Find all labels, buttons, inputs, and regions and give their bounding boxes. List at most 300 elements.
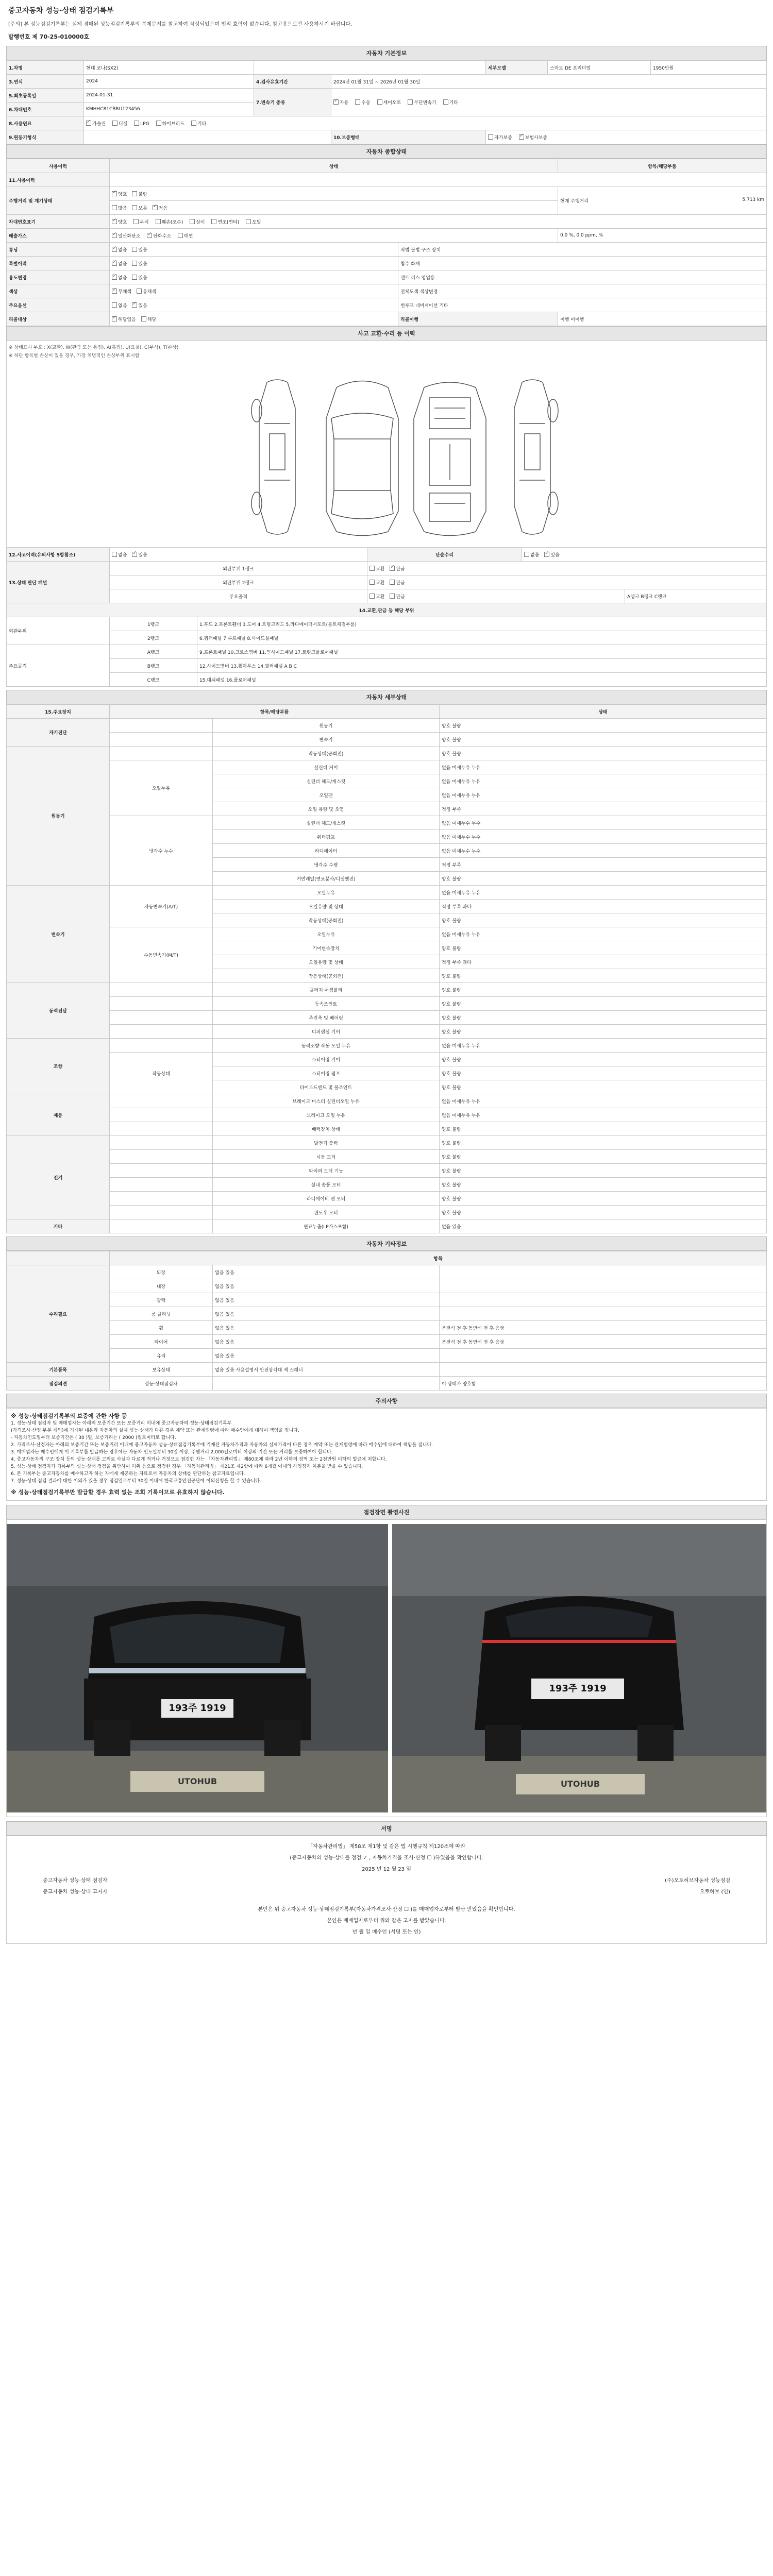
- warranty-label: 10.보증형태: [331, 130, 486, 144]
- other-state: 없음 있음: [213, 1321, 440, 1335]
- car-name-label: 1.차명: [7, 61, 84, 75]
- simple-repair-status: 없음✓ 있음: [522, 548, 767, 562]
- table-row: [7, 1265, 767, 1279]
- detail-subgroup-empty: [110, 983, 213, 997]
- color-status: ✓ 무채색 유채색: [110, 284, 398, 298]
- notice-text: [주의] 본 성능점검기록부는 실제 경매된 성능점검기록부의 복제문서를 참고하여 작성되었으며 법적 효력이 없습니다. 참고용으로만 사용하시기 바랍니다.: [8, 22, 352, 27]
- other-state: 없음 있음 사용설명서 안전삼각대 잭 스패너: [213, 1363, 440, 1377]
- cert-number: 발행번호 제 70-25-010000호: [8, 33, 90, 40]
- car-diagram-area: [6, 362, 767, 547]
- appraiser-row: [12, 1887, 761, 1898]
- emission-values: 0.0 %, 0.0 ppm, %: [558, 229, 767, 243]
- notes-line: 2. 가격조사·산정자는 아래의 보증기간 또는 보증거리 이내에 중고자동차 성능·상태점검기록부에 기재된 자동차가격과 자동차의 실제가격이 다른 경우 계약 또는 관계법령에 따라 매수인에 대하여 책임을 집니다.: [11, 1442, 433, 1448]
- detail-state: 양호 불량: [440, 1150, 767, 1164]
- detail-subgroup-empty: [110, 1206, 213, 1219]
- table-row: [7, 1321, 767, 1335]
- warranty-options: 자가보증 ✓ 보험사보증: [486, 130, 767, 144]
- detail-subgroup-empty: [110, 1150, 213, 1164]
- other-state: 없음 있음: [213, 1307, 440, 1321]
- other-extra: [440, 1349, 767, 1363]
- vin-marking-label: 차대번호표기: [7, 215, 110, 229]
- detail-state: 없음 미세누유 누유: [440, 1108, 767, 1122]
- sign-line1: 「자동차관리법」 제58조 제1항 및 같은 법 시행규칙 제120조에 따라: [308, 1843, 465, 1850]
- detail-item: 연료누출(LP가스포함): [213, 1219, 440, 1233]
- section-general-title: 자동차 종합상태: [6, 144, 767, 159]
- detail-item: 커먼레일(연료분사/디젤엔진): [213, 872, 440, 886]
- vin-label: 6.차대번호: [7, 103, 84, 116]
- detail-state: 없음 미세누유 누유: [440, 1039, 767, 1053]
- emission-status: ✓ 일산화탄소 ✓ 탄화수소 매연: [110, 229, 558, 243]
- table-row: [7, 1039, 767, 1053]
- detail-group: 자기진단: [7, 719, 110, 747]
- mileage-level: 많음 보통✓ 적음: [110, 201, 558, 215]
- odometer-reading: 현재 주행거리 5,713 km: [558, 187, 767, 215]
- detail-subgroup: 수동변속기(M/T): [110, 927, 213, 983]
- signature-block: [6, 1836, 767, 1944]
- section-photos-title: 점검장면 촬영사진: [6, 1505, 767, 1519]
- table-row: [7, 1094, 767, 1108]
- detail-state: 적정 부족: [440, 858, 767, 872]
- detail-state: 양호 불량: [440, 997, 767, 1011]
- detail-head-status: 상태: [440, 705, 767, 719]
- detail-state: 없음 있음: [440, 1219, 767, 1233]
- inspection-period-label: 4.검사유효기간: [254, 75, 331, 89]
- parts-group-outer: 외판부위: [7, 617, 110, 645]
- car-frame-icon: [414, 382, 486, 536]
- engine-type-label: 9.원동기형식: [7, 130, 84, 144]
- detail-item: 브레이크 오일 누유: [213, 1108, 440, 1122]
- detail-item: 작동상태(공회전): [213, 969, 440, 983]
- detail-head-device: 15.주요장치: [7, 705, 110, 719]
- detail-subgroup-empty: [110, 747, 213, 760]
- main-frame-rank: A랭크 B랭크 C랭크: [625, 589, 767, 603]
- vin-marking-status: ✓ 양호 부식 훼손(오손) 상이 변조(변타) 도말: [110, 215, 767, 229]
- detail-state: 양호 불량: [440, 969, 767, 983]
- other-state: 없음 있음: [213, 1293, 440, 1307]
- other-item: 외장: [110, 1265, 213, 1279]
- other-state: 없음 있음: [213, 1265, 440, 1279]
- legend-note: ※ 하단 항목별 손상이 있을 경우, 가장 치명적인 손상부위 표시함: [9, 353, 140, 359]
- general-head-status: 상태: [110, 159, 558, 173]
- other-extra: [440, 1279, 767, 1293]
- engine-type-value: [84, 130, 331, 144]
- car-name-value: 현대 코나(SX2): [84, 61, 254, 75]
- recall-status: ✓ 해당없음 해당: [110, 312, 398, 326]
- detail-item: 등속조인트: [213, 997, 440, 1011]
- detail-item: 라디에이터: [213, 844, 440, 858]
- inspector-sign: 오토허브 (인): [699, 1889, 730, 1895]
- year-value: 2024: [84, 75, 254, 89]
- table-row: [7, 1011, 767, 1025]
- car-side-left-icon: [251, 380, 295, 534]
- photo-front: [7, 1524, 388, 1812]
- table-row: [7, 733, 767, 747]
- table-row: [7, 1377, 767, 1391]
- detail-state: 적정 부족 과다: [440, 955, 767, 969]
- model-value: 스마트 DE 프리미엄: [548, 61, 651, 75]
- parts-rank-1: 1랭크: [110, 617, 197, 631]
- legend-symbols: ※ 상태표시 부호 : X(교환), W(판금 또는 용접), A(흠집), U(요철), C(부식), T(손상): [9, 345, 179, 350]
- detail-item: 오일누유: [213, 927, 440, 941]
- detail-state: 양호 불량: [440, 1080, 767, 1094]
- detail-item: 실린더 헤드/개스킷: [213, 774, 440, 788]
- other-item: 유리: [110, 1349, 213, 1363]
- detail-item: 오일유량 및 상태: [213, 900, 440, 913]
- detail-state: 적정 부족 과다: [440, 900, 767, 913]
- detail-subgroup-empty: [110, 1136, 213, 1150]
- other-item: 보유상태: [110, 1363, 213, 1377]
- detail-item: 발전기 출력: [213, 1136, 440, 1150]
- parts-rank-b: B랭크: [110, 659, 197, 673]
- main-frame-status: 교환 판금: [367, 589, 625, 603]
- detail-item: 오일 유량 및 오염: [213, 802, 440, 816]
- detail-state: 양호 불량: [440, 941, 767, 955]
- detail-subgroup-empty: [110, 719, 213, 733]
- table-row: [7, 1150, 767, 1164]
- sign-line2: (중고자동차의 성능·상태를 점검 ✓ , 자동차가격을 조사·산정 ☐ )하였음을 확인합니다.: [290, 1855, 483, 1861]
- car-top-icon: [326, 381, 398, 536]
- detail-state: 양호 불량: [440, 983, 767, 997]
- detail-item: 오일유량 및 상태: [213, 955, 440, 969]
- inspection-period-value: 2024년 01월 31일 ~ 2026년 01월 30일: [331, 75, 767, 89]
- other-item: 내장: [110, 1279, 213, 1293]
- table-row: [7, 1136, 767, 1150]
- special-history-status: ✓ 없음 있음: [110, 257, 398, 270]
- basic-info-table: [6, 60, 767, 144]
- detail-state: 양호 불량: [440, 719, 767, 733]
- detail-state: 없음 미세누수 누수: [440, 816, 767, 830]
- detail-subgroup-empty: [110, 1178, 213, 1192]
- appraiser-label: 중고자동차 성능·상태 고지자: [43, 1889, 108, 1895]
- table-row: [7, 1192, 767, 1206]
- accident-history-label: 12.사고이력(유의사항 5항참조): [7, 548, 110, 562]
- other-item: 타이어: [110, 1335, 213, 1349]
- detail-subgroup: 작동상태: [110, 1053, 213, 1094]
- other-item: 광택: [110, 1293, 213, 1307]
- notes-warning: ※ 성능·상태점검기록부의 보증에 관한 사항 등: [11, 1413, 127, 1419]
- inspector-row: [12, 1875, 761, 1887]
- buyer-line: 년 월 일 매수인 (서명 또는 인): [352, 1929, 421, 1935]
- transmission-label: 7.변속기 종류: [254, 89, 331, 116]
- color-detail: 전체도색 색상변경: [398, 284, 767, 298]
- tuning-status: ✓ 없음 있음: [110, 243, 398, 257]
- table-row: [7, 1279, 767, 1293]
- special-history-label: 특별이력: [7, 257, 110, 270]
- other-extra: 운전석 전 후 동반석 전 후 응급: [440, 1321, 767, 1335]
- detail-state: 양호 불량: [440, 1178, 767, 1192]
- detail-item: 배력장치 상태: [213, 1122, 440, 1136]
- simple-repair-label: 단순수리: [367, 548, 522, 562]
- inspector-name: (주)오토허브자동차 성능점검: [665, 1877, 730, 1884]
- options-detail: 썬루프 네비게이션 기타: [398, 298, 767, 312]
- front-lift-text: UTOHUB: [177, 1776, 217, 1786]
- detail-item: 윈도우 모터: [213, 1206, 440, 1219]
- color-label: 색상: [7, 284, 110, 298]
- other-item: 성능·상태점검자: [110, 1377, 213, 1391]
- table-row: [7, 719, 767, 733]
- detail-state: 양호 불량: [440, 1164, 767, 1178]
- outer-rank1-label: 외판부위 1랭크: [110, 562, 367, 575]
- table-row: [7, 816, 767, 830]
- parts-rank-c: C랭크: [110, 673, 197, 687]
- detail-item: 라디에이터 팬 모터: [213, 1192, 440, 1206]
- general-head-history: 사용이력: [7, 159, 110, 173]
- notes-block: [6, 1408, 767, 1501]
- detail-item: 변속기: [213, 733, 440, 747]
- detail-item: 작동상태(공회전): [213, 747, 440, 760]
- vin-value: KMHHC81CBRU123456: [84, 103, 254, 116]
- detail-item: 오일누유: [213, 886, 440, 900]
- front-plate: 193주 1919: [169, 1702, 226, 1714]
- inspector-label: 중고자동차 성능·상태 점검자: [43, 1877, 108, 1884]
- detail-state: 양호 불량: [440, 1011, 767, 1025]
- detail-group: 동력전달: [7, 983, 110, 1039]
- other-extra: [440, 1293, 767, 1307]
- detail-group: 조향: [7, 1039, 110, 1094]
- detail-subgroup-empty: [110, 1094, 213, 1108]
- detail-item: 추진축 및 베어링: [213, 1011, 440, 1025]
- detail-state: 없음 미세누유 누유: [440, 886, 767, 900]
- other-item: 휠: [110, 1321, 213, 1335]
- detail-item: 디퍼렌셜 기어: [213, 1025, 440, 1039]
- general-head-part: 항목/해당부품: [558, 159, 767, 173]
- table-row: [7, 927, 767, 941]
- special-history-detail: 침수 화재: [398, 257, 767, 270]
- detail-state: 양호 불량: [440, 1206, 767, 1219]
- table-row: [7, 747, 767, 760]
- other-group: 기본품목: [7, 1363, 110, 1377]
- detail-state: 없음 미세누유 누유: [440, 760, 767, 774]
- detail-state: 양호 불량: [440, 1136, 767, 1150]
- detail-item: 시동 모터: [213, 1150, 440, 1164]
- detail-group: 변속기: [7, 886, 110, 983]
- detail-item: 스티어링 펌프: [213, 1066, 440, 1080]
- table-row: [7, 983, 767, 997]
- usage-history-label: 11.사용이력: [7, 173, 110, 187]
- recall-done-value: 이행 미이행: [558, 312, 767, 326]
- detail-item: 워터펌프: [213, 830, 440, 844]
- other-item: 룸 클리닝: [110, 1307, 213, 1321]
- parts-list-c: 15.대쉬패널 16.플로어패널: [197, 673, 767, 687]
- notes-line: 6. 본 기록부는 중고자동차를 매수하고자 하는 자에게 제공하는 자료로서 자동차의 상태를 판단하는 참고자료입니다.: [11, 1471, 245, 1477]
- detail-subgroup-empty: [110, 1039, 213, 1053]
- detail-state: 양호 불량: [440, 872, 767, 886]
- car-diagram: [7, 362, 767, 547]
- transmission-options: ✓ 자동 수동 세미오토 무단변속기 기타: [331, 89, 767, 116]
- outer-rank2-status: 교환 판금: [367, 575, 767, 589]
- table-row: [7, 1363, 767, 1377]
- usage-change-detail: 렌트 리스 영업용: [398, 270, 767, 284]
- table-row: [7, 1164, 767, 1178]
- detail-group: 기타: [7, 1219, 110, 1233]
- fuel-options: ✓ 가솔린 디젤 LPG 하이브리드 기타: [84, 116, 767, 130]
- other-group: 수리필요: [7, 1265, 110, 1363]
- car-side-right-icon: [514, 380, 558, 534]
- parts-list-b: 12.사이드멤버 13.휠하우스 14.필러패널 A B C: [197, 659, 767, 673]
- detail-state: 적정 부족: [440, 802, 767, 816]
- table-row: [7, 1206, 767, 1219]
- emission-label: 배출가스: [7, 229, 110, 243]
- rear-plate: 193주 1919: [549, 1683, 607, 1694]
- parts-rank-2: 2랭크: [110, 631, 197, 645]
- detail-state: 양호 불량: [440, 1122, 767, 1136]
- detail-item: 타이로드엔드 및 볼조인트: [213, 1080, 440, 1094]
- recall-label: 리콜대상: [7, 312, 110, 326]
- detail-item: 브레이크 마스터 실린더오일 누유: [213, 1094, 440, 1108]
- year-label: 3.연식: [7, 75, 84, 89]
- detail-item: 실린더 커버: [213, 760, 440, 774]
- notes-line: 4. 중고자동차의 구조·장치 등의 성능·상태를 고의로 사실과 다르게 적거나 거짓으로 점검한 자는 「자동차관리법」 제80조에 따라 2년 이하의 징역 또는 2천만원 이하의 벌금에 처합니다.: [11, 1456, 387, 1462]
- parts-group-frame: 주요골격: [7, 645, 110, 687]
- detail-state: 없음 미세누수 누수: [440, 830, 767, 844]
- rear-lift-text: UTOHUB: [560, 1778, 600, 1789]
- detail-state: 양호 불량: [440, 1053, 767, 1066]
- detail-item: 기어변속장치: [213, 941, 440, 955]
- table-row: [7, 1349, 767, 1363]
- other-head: 항목: [110, 1251, 767, 1265]
- other-state: [213, 1377, 440, 1391]
- recall-done-label: 리콜이행: [398, 312, 558, 326]
- parts-rank-a: A랭크: [110, 645, 197, 659]
- other-extra: [440, 1363, 767, 1377]
- tuning-detail: 적법 불법 구조 장치: [398, 243, 767, 257]
- first-reg-value: 2024-01-31: [84, 89, 254, 103]
- detail-state: 양호 불량: [440, 733, 767, 747]
- detail-state: 없음 미세누유 누유: [440, 927, 767, 941]
- sign-date: 2025 년 12 월 23 일: [362, 1866, 411, 1872]
- section-other-title: 자동차 기타정보: [6, 1236, 767, 1251]
- detail-subgroup-empty: [110, 1164, 213, 1178]
- notes-line: (가격조사·산정 부분 제외)에 기재된 내용과 자동차의 실제 성능·상태가 다른 경우 계약 또는 관계법령에 따라 매수인에게 대하여 책임을 집니다.: [11, 1428, 299, 1433]
- table-row: [7, 1335, 767, 1349]
- other-group: 점검의견: [7, 1377, 110, 1391]
- detail-subgroup: 자동변속기(A/T): [110, 886, 213, 927]
- notes-line: - 자동차인도일부터 보증기간은 ( 30 )일, 보증거리는 ( 2000 )킬로미터로 합니다.: [11, 1435, 176, 1440]
- detail-state: 양호 불량: [440, 913, 767, 927]
- table-row: [7, 1293, 767, 1307]
- accident-history-status: 없음✓ 있음: [110, 548, 367, 562]
- other-state: 없음 있음: [213, 1279, 440, 1293]
- buyer-label: 본인은 매매업자로부터 위와 같은 고지를 받았습니다.: [327, 1918, 446, 1924]
- section-signature-title: 서명: [6, 1821, 767, 1836]
- report-document: [6, 0, 767, 1944]
- detail-item: 원동기: [213, 719, 440, 733]
- notes-line: 7. 성능·상태 점검 결과에 대한 이의가 있을 경우 점검일로부터 30일 이내에 한국교통안전공단에 이의신청을 할 수 있습니다.: [11, 1478, 261, 1484]
- parts-list-1: 1.후드 2.프론트휀더 3.도어 4.트렁크리드 5.라디에이터서포트(볼트체결부품): [197, 617, 767, 631]
- options-label: 주요옵션: [7, 298, 110, 312]
- confirm-text: 본인은 위 중고자동차 성능·상태점검기록부(자동차가격조사·산정 ☐ )를 매매업자로부터 발급 받았음을 확인합니다.: [258, 1906, 515, 1912]
- car-rear-photo-icon: [392, 1524, 766, 1812]
- table-row: [7, 1307, 767, 1321]
- section-detail-title: 자동차 세부상태: [6, 690, 767, 704]
- detail-state: 없음 미세누수 누수: [440, 844, 767, 858]
- detail-item: 스티어링 기어: [213, 1053, 440, 1066]
- detail-group: 원동기: [7, 747, 110, 886]
- parts-list-2: 6.쿼터패널 7.루프패널 8.사이드실패널: [197, 631, 767, 645]
- panel-judge-label: 13.상태 판단 패널: [7, 562, 110, 603]
- detail-subgroup-empty: [110, 1011, 213, 1025]
- detail-status-table: [6, 704, 767, 1233]
- table-row: [7, 886, 767, 900]
- car-front-photo-icon: [7, 1524, 388, 1812]
- detail-state: 없음 미세누유 누유: [440, 774, 767, 788]
- detail-subgroup-empty: [110, 1025, 213, 1039]
- table-row: [7, 997, 767, 1011]
- options-status: 없음✓ 있음: [110, 298, 398, 312]
- other-state: 없음 있음: [213, 1335, 440, 1349]
- other-extra: [440, 1265, 767, 1279]
- detail-state: 없음 미세누유 누유: [440, 1094, 767, 1108]
- detail-head-part: 항목/해당부품: [110, 705, 440, 719]
- odometer-status: ✓양호 불량: [110, 187, 558, 201]
- usage-change-label: 용도변경: [7, 270, 110, 284]
- detail-state: 없음 미세누유 누유: [440, 788, 767, 802]
- notes-line: 5. 성능·상태 점검자가 기록부의 성능·상태 점검을 위반하여 허위 등으로 점검한 경우 「자동차관리법」 제21조 제2항에 따라 6개월 이내의 사업정지 처분을 받을 수 있습니다.: [11, 1464, 363, 1469]
- outer-rank2-label: 외판부위 2랭크: [110, 575, 367, 589]
- detail-item: 동력조향 작동 오일 누유: [213, 1039, 440, 1053]
- detail-item: 와이퍼 모터 기능: [213, 1164, 440, 1178]
- detail-subgroup-empty: [110, 1192, 213, 1206]
- notes-line: 1. 성능·상태 점검자 및 매매업자는 아래의 보증기간 또는 보증거리 이내에 중고자동차의 성능·상태점검기록부: [11, 1421, 232, 1427]
- price-value: 1950만원: [651, 61, 767, 75]
- detail-subgroup-empty: [110, 997, 213, 1011]
- fuel-label: 8.사용연료: [7, 116, 84, 130]
- section-basic-title: 자동차 기본정보: [6, 46, 767, 60]
- parts-list-a: 9.프론트패널 10.크로스멤버 11.인사이드패널 17.트렁크플로어패널: [197, 645, 767, 659]
- other-state: 없음 있음: [213, 1349, 440, 1363]
- model-label: 세부모델: [486, 61, 548, 75]
- detail-subgroup: 오일누유: [110, 760, 213, 816]
- detail-item: 작동상태(공회전): [213, 913, 440, 927]
- main-frame-label: 주요골격: [110, 589, 367, 603]
- section-exterior-title: 사고 교환·수리 등 이력: [6, 326, 767, 341]
- detail-item: 실린더 헤드/개스킷: [213, 816, 440, 830]
- table-row: [7, 760, 767, 774]
- other-extra: 이 상태가 양호함: [440, 1377, 767, 1391]
- detail-subgroup: 냉각수 누수: [110, 816, 213, 886]
- general-status-table: [6, 159, 767, 326]
- table-row: [7, 1025, 767, 1039]
- outer-rank1-status: 교환✓ 판금: [367, 562, 767, 575]
- detail-subgroup-empty: [110, 1219, 213, 1233]
- table-row: [7, 1178, 767, 1192]
- odometer-label: 주행거리 및 계기상태: [7, 187, 110, 215]
- detail-item: 클러치 어셈블리: [213, 983, 440, 997]
- table-row: [7, 1122, 767, 1136]
- table-row: [7, 1053, 767, 1066]
- table-row: [7, 1219, 767, 1233]
- other-extra: [440, 1307, 767, 1321]
- detail-group: 전기: [7, 1136, 110, 1219]
- detail-state: 양호 불량: [440, 1025, 767, 1039]
- usage-change-status: ✓ 없음 있음: [110, 270, 398, 284]
- photo-rear: [392, 1524, 766, 1812]
- report-title: 중고자동차 성능·상태 점검기록부: [8, 7, 114, 15]
- first-reg-label: 5.최초등록일: [7, 89, 84, 103]
- notes-footer: ※ 성능·상태점검기록부만 발급할 경우 효력 없는 조회 기록이므로 유효하지 않습니다.: [11, 1489, 225, 1496]
- detail-state: 양호 불량: [440, 747, 767, 760]
- detail-item: 오일팬: [213, 788, 440, 802]
- other-info-table: [6, 1251, 767, 1391]
- detail-state: 양호 불량: [440, 1192, 767, 1206]
- table-row: [7, 1108, 767, 1122]
- detail-subgroup-empty: [110, 1108, 213, 1122]
- detail-subgroup-empty: [110, 1122, 213, 1136]
- detail-item: 냉각수 수량: [213, 858, 440, 872]
- parts-title: 14.교환,판금 등 해당 부위: [7, 603, 767, 617]
- accident-table: [6, 547, 767, 687]
- detail-group: 제동: [7, 1094, 110, 1136]
